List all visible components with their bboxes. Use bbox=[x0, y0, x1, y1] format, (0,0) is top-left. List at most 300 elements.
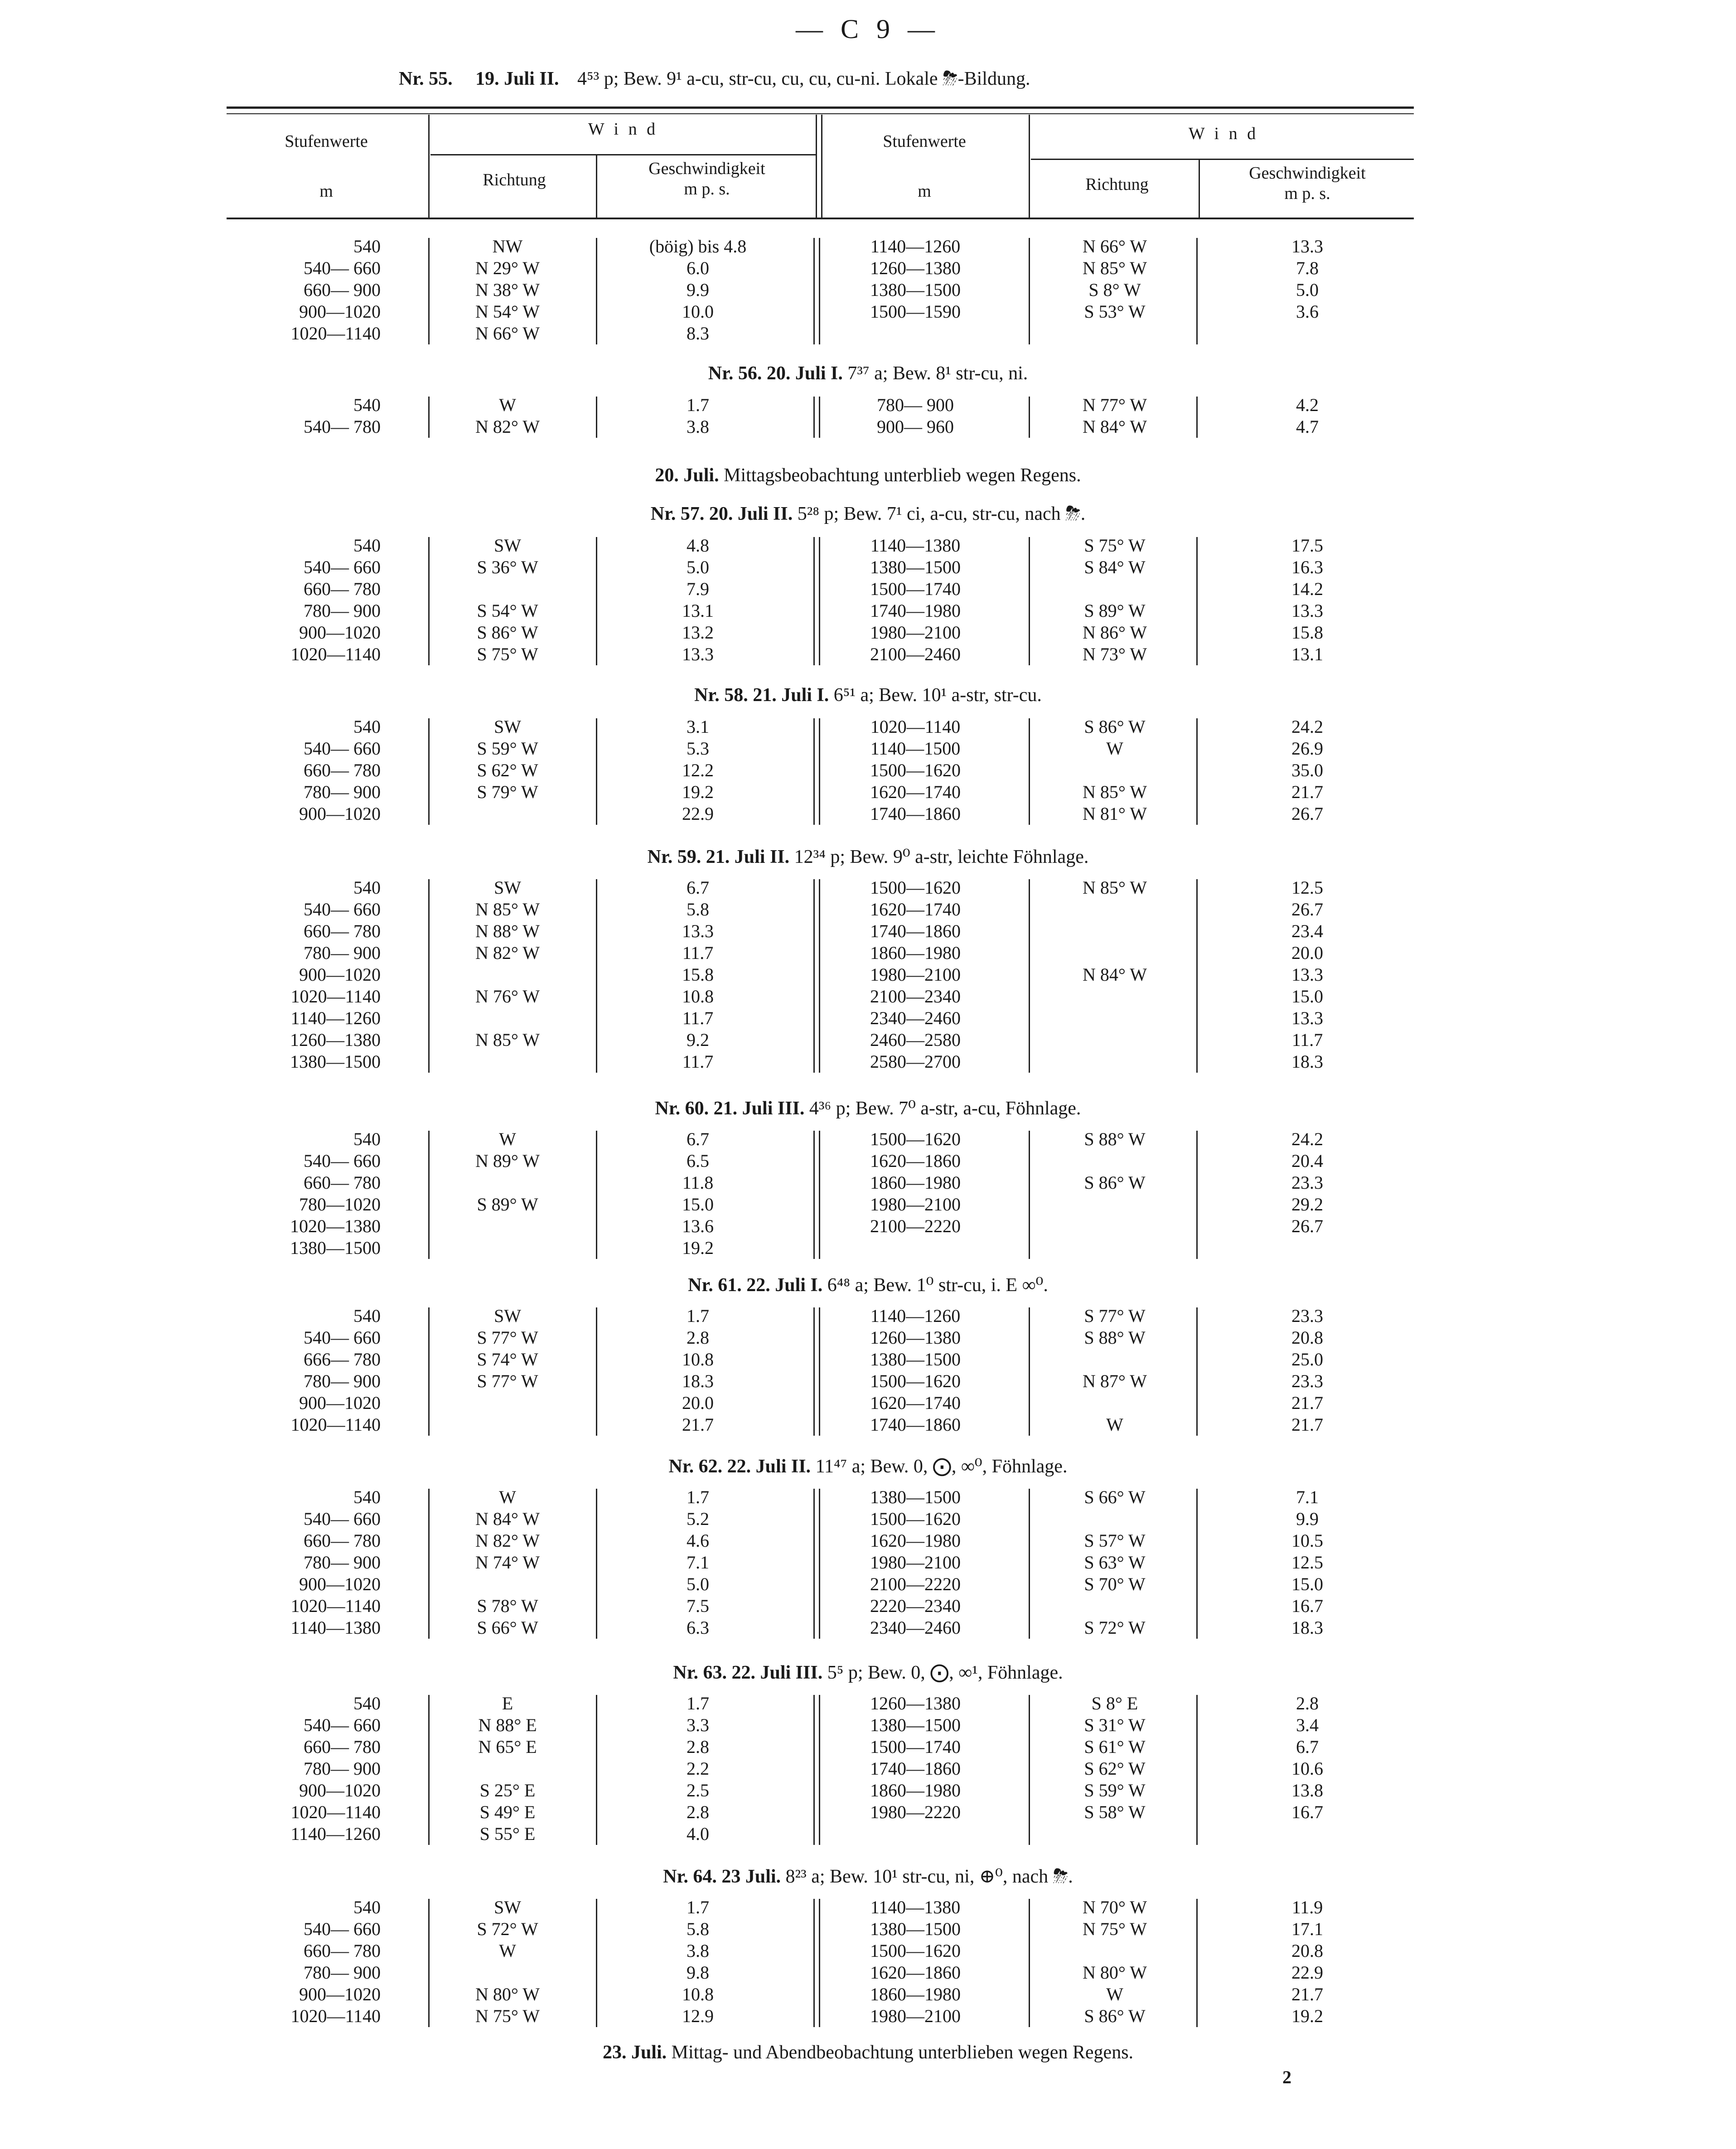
column-rule bbox=[1029, 238, 1030, 344]
column-rule bbox=[428, 1307, 430, 1436]
table-cell: S 31° W bbox=[1084, 1715, 1146, 1735]
column-rule bbox=[1196, 1489, 1198, 1639]
column-rule bbox=[1196, 537, 1198, 665]
table-cell: S 77° W bbox=[477, 1371, 538, 1391]
column-rule bbox=[596, 238, 597, 344]
table-cell: 21.7 bbox=[1291, 1414, 1323, 1435]
table-cell: 16.7 bbox=[1291, 1596, 1323, 1616]
table-cell: 4.6 bbox=[687, 1530, 709, 1551]
table-cell bbox=[1038, 1595, 1192, 1617]
table-cell: 6.5 bbox=[687, 1151, 709, 1171]
table-cell: 1380—1500 bbox=[290, 1051, 381, 1072]
left-richtung-column bbox=[435, 1305, 580, 1436]
table-cell: 1.7 bbox=[687, 1693, 709, 1713]
table-cell: 1620—1740 bbox=[870, 1393, 961, 1413]
table-cell bbox=[1038, 1215, 1192, 1237]
table-cell: 3.4 bbox=[1296, 1715, 1319, 1735]
table-cell: 540— 780 bbox=[304, 416, 381, 437]
table-cell: 1500—1740 bbox=[870, 579, 961, 599]
table-cell: 13.2 bbox=[682, 622, 714, 643]
table-cell: 2580—2700 bbox=[870, 1051, 961, 1072]
table-cell: S 57° W bbox=[1084, 1530, 1146, 1551]
table-cell: 1380—1500 bbox=[870, 1919, 961, 1939]
table-cell: 26.7 bbox=[1291, 899, 1323, 920]
table-cell: 11.7 bbox=[682, 1008, 714, 1028]
table-cell: S 86° W bbox=[1084, 716, 1146, 737]
table-cell: 5.2 bbox=[687, 1509, 709, 1529]
column-rule bbox=[1196, 718, 1198, 825]
header-stufenwerte-left: Stufenwerte bbox=[285, 132, 368, 151]
section-date: 22. Juli I. bbox=[746, 1275, 823, 1296]
left-richtung-column bbox=[435, 236, 580, 344]
column-rule bbox=[428, 1695, 430, 1845]
column-rule bbox=[596, 718, 597, 825]
table-cell: W bbox=[1106, 1414, 1123, 1435]
table-cell: NW bbox=[492, 236, 523, 257]
column-rule bbox=[596, 1489, 597, 1639]
table-cell: 1500—1620 bbox=[870, 760, 961, 780]
table-cell: 900—1020 bbox=[299, 1780, 381, 1801]
table-cell: 900—1020 bbox=[299, 1393, 381, 1413]
table-cell: N 75° W bbox=[1083, 1919, 1147, 1939]
table-cell: 15.0 bbox=[1291, 986, 1323, 1007]
right-stufen-column bbox=[829, 1693, 1001, 1823]
page-number: 2 bbox=[1282, 2067, 1291, 2087]
right-geschw-column bbox=[1201, 1128, 1414, 1237]
table-cell: N 73° W bbox=[1083, 644, 1147, 664]
note-date: 20. Juli. bbox=[655, 465, 719, 486]
table-cell: 1020—1140 bbox=[290, 644, 381, 664]
table-cell: 540— 660 bbox=[304, 1715, 381, 1735]
table-cell bbox=[1038, 1007, 1192, 1029]
section-date: 23 Juli. bbox=[721, 1866, 781, 1887]
table-cell: 21.7 bbox=[682, 1414, 714, 1435]
table-cell: 24.2 bbox=[1291, 1129, 1323, 1149]
table-cell: N 89° W bbox=[475, 1151, 540, 1171]
table-cell bbox=[435, 1215, 580, 1237]
header-divider bbox=[1029, 115, 1030, 218]
left-geschw-column bbox=[603, 1897, 793, 2027]
table-cell: 540— 660 bbox=[304, 1919, 381, 1939]
table-cell: 1140—1500 bbox=[870, 738, 961, 759]
table-cell bbox=[435, 1007, 580, 1029]
table-cell: 1980—2100 bbox=[870, 964, 961, 985]
table-cell: N 87° W bbox=[1083, 1371, 1147, 1391]
table-cell: 18.3 bbox=[1291, 1617, 1323, 1638]
right-geschw-column bbox=[1201, 877, 1414, 1073]
table-cell: 660— 900 bbox=[304, 280, 381, 300]
header-unit-m-right: m bbox=[918, 182, 931, 201]
table-cell: 19.2 bbox=[682, 782, 714, 802]
table-cell bbox=[1038, 1194, 1192, 1215]
table-cell: 2100—2460 bbox=[870, 644, 961, 664]
table-cell: 1500—1620 bbox=[870, 877, 961, 898]
table-cell: N 82° W bbox=[475, 943, 540, 963]
table-cell: W bbox=[1106, 738, 1123, 759]
column-rule bbox=[428, 879, 430, 1073]
table-cell: 19.2 bbox=[1291, 2006, 1323, 2026]
table-cell: 4.0 bbox=[687, 1824, 709, 1844]
table-cell: 9.2 bbox=[687, 1030, 709, 1050]
section-title bbox=[0, 1865, 1736, 1888]
table-cell: 1380—1500 bbox=[870, 1487, 961, 1507]
table-cell: 25.0 bbox=[1291, 1349, 1323, 1370]
table-cell: 2220—2340 bbox=[870, 1596, 961, 1616]
note-23-juli bbox=[0, 2042, 1736, 2063]
table-cell: S 66° W bbox=[1084, 1487, 1146, 1507]
table-cell: 1140—1380 bbox=[290, 1617, 381, 1638]
table-cell: 17.1 bbox=[1291, 1919, 1323, 1939]
table-cell: 21.7 bbox=[1291, 1393, 1323, 1413]
table-cell: 540 bbox=[353, 1129, 381, 1149]
table-cell: 2460—2580 bbox=[870, 1030, 961, 1050]
table-cell: S 89° W bbox=[477, 1194, 538, 1215]
header-richtung-left: Richtung bbox=[483, 170, 546, 189]
section-info: 5⁵ p; Bew. 0, ⨀, ∞¹, Föhnlage. bbox=[827, 1662, 1063, 1683]
table-cell: 10.5 bbox=[1291, 1530, 1323, 1551]
table-cell: 1380—1500 bbox=[870, 1715, 961, 1735]
table-cell: 1860—1980 bbox=[870, 943, 961, 963]
table-cell: 2100—2220 bbox=[870, 1574, 961, 1594]
section-info: 11⁴⁷ a; Bew. 0, ⨀, ∞⁰, Föhnlage. bbox=[815, 1456, 1068, 1477]
table-cell: 10.6 bbox=[1291, 1758, 1323, 1779]
table-cell: N 88° W bbox=[475, 921, 540, 941]
section-info: 8²³ a; Bew. 10¹ str-cu, ni, ⊕⁰, nach ⛈. bbox=[785, 1866, 1073, 1887]
table-cell: 660— 780 bbox=[304, 1530, 381, 1551]
table-cell bbox=[1038, 1150, 1192, 1172]
table-cell: 5.8 bbox=[687, 899, 709, 920]
left-richtung-column bbox=[435, 877, 580, 1073]
column-rule bbox=[813, 238, 820, 344]
table-cell: W bbox=[499, 1487, 516, 1507]
table-cell: 540 bbox=[353, 1306, 381, 1326]
column-rule bbox=[428, 1489, 430, 1639]
table-cell: 6.7 bbox=[687, 877, 709, 898]
table-cell: SW bbox=[494, 535, 521, 556]
table-cell: 540— 660 bbox=[304, 258, 381, 278]
table-cell: 1140—1380 bbox=[870, 1897, 961, 1917]
table-cell: 20.4 bbox=[1291, 1151, 1323, 1171]
column-rule bbox=[1196, 1307, 1198, 1436]
table-cell: 35.0 bbox=[1291, 760, 1323, 780]
table-cell: 2340—2460 bbox=[870, 1617, 961, 1638]
left-geschw-column bbox=[603, 535, 793, 665]
header-mps-left: m p. s. bbox=[684, 179, 730, 198]
section-info: 12³⁴ p; Bew. 9⁰ a-str, leichte Föhnlage. bbox=[794, 847, 1089, 867]
right-richtung-column bbox=[1038, 1305, 1192, 1436]
table-cell: S 61° W bbox=[1084, 1737, 1146, 1757]
header-double-divider bbox=[816, 115, 822, 218]
table-cell bbox=[1038, 1940, 1192, 1962]
table-cell: 1620—1740 bbox=[870, 899, 961, 920]
left-geschw-column bbox=[603, 1693, 793, 1845]
table-cell: 7.9 bbox=[687, 579, 709, 599]
table-cell bbox=[1038, 760, 1192, 781]
table-cell: N 76° W bbox=[475, 986, 540, 1007]
right-richtung-column bbox=[1038, 236, 1192, 323]
section-number: Nr. 61. bbox=[688, 1275, 742, 1296]
table-cell: 6.7 bbox=[1296, 1737, 1319, 1757]
right-geschw-column bbox=[1201, 1897, 1414, 2027]
right-richtung-column bbox=[1038, 1897, 1192, 2027]
left-geschw-column bbox=[603, 236, 793, 344]
column-rule bbox=[813, 718, 820, 825]
table-cell: 11.9 bbox=[1291, 1897, 1323, 1917]
table-cell: 780— 900 bbox=[304, 1758, 381, 1779]
table-cell: 1620—1980 bbox=[870, 1530, 961, 1551]
column-rule bbox=[428, 1899, 430, 2027]
table-cell: S 49° E bbox=[479, 1802, 536, 1822]
table-cell: 23.3 bbox=[1291, 1172, 1323, 1193]
table-cell: S 62° W bbox=[1084, 1758, 1146, 1779]
table-cell: S 75° W bbox=[477, 644, 538, 664]
table-cell: N 66° W bbox=[1083, 236, 1147, 257]
table-cell: 540— 660 bbox=[304, 738, 381, 759]
table-cell: 900—1020 bbox=[299, 1574, 381, 1594]
table-cell bbox=[435, 1392, 580, 1414]
table-cell bbox=[435, 1962, 580, 1984]
column-rule bbox=[1029, 1131, 1030, 1259]
table-cell: S 72° W bbox=[477, 1919, 538, 1939]
left-richtung-column bbox=[435, 1693, 580, 1845]
table-cell: S 54° W bbox=[477, 600, 538, 621]
section-date: 22. Juli II. bbox=[727, 1456, 811, 1477]
table-cell: 780— 900 bbox=[304, 1552, 381, 1573]
left-geschw-column bbox=[603, 1128, 793, 1259]
table-cell: 21.7 bbox=[1291, 1984, 1323, 2004]
table-cell: S 72° W bbox=[1084, 1617, 1146, 1638]
table-cell: 780— 900 bbox=[877, 395, 954, 415]
table-cell: 13.3 bbox=[1291, 600, 1323, 621]
column-rule bbox=[428, 718, 430, 825]
table-cell: 540 bbox=[353, 716, 381, 737]
section-date: 20. Juli II. bbox=[709, 503, 793, 524]
table-cell: 780— 900 bbox=[304, 600, 381, 621]
table-cell: 780— 900 bbox=[304, 1371, 381, 1391]
table-cell: 2.5 bbox=[687, 1780, 709, 1801]
table-cell: N 80° W bbox=[475, 1984, 540, 2004]
column-rule bbox=[1029, 1899, 1030, 2027]
section-date: 21. Juli II. bbox=[706, 847, 790, 867]
table-cell: 1380—1500 bbox=[870, 1349, 961, 1370]
right-geschw-column bbox=[1201, 716, 1414, 825]
table-cell: S 89° W bbox=[1084, 600, 1146, 621]
table-cell bbox=[435, 578, 580, 600]
table-cell: N 85° W bbox=[475, 1030, 540, 1050]
table-cell: 3.6 bbox=[1296, 301, 1319, 322]
table-cell: 2100—2220 bbox=[870, 1216, 961, 1236]
table-cell: 1860—1980 bbox=[870, 1984, 961, 2004]
table-cell: 23.3 bbox=[1291, 1306, 1323, 1326]
section-number: Nr. 59. bbox=[647, 847, 701, 867]
table-cell: 13.3 bbox=[682, 644, 714, 664]
table-cell: N 54° W bbox=[475, 301, 540, 322]
table-cell: 660— 780 bbox=[304, 1172, 381, 1193]
table-cell: 13.3 bbox=[682, 921, 714, 941]
right-geschw-column bbox=[1201, 1305, 1414, 1436]
table-cell: 14.2 bbox=[1291, 579, 1323, 599]
table-cell: W bbox=[499, 1941, 516, 1961]
table-cell: 1.7 bbox=[687, 1897, 709, 1917]
table-cell: 1020—1380 bbox=[290, 1216, 381, 1236]
column-rule bbox=[813, 879, 820, 1073]
table-cell: 4.7 bbox=[1296, 416, 1319, 437]
table-cell: 11.7 bbox=[682, 943, 714, 963]
table-cell: 3.1 bbox=[687, 716, 709, 737]
note-text: Mittagsbeobachtung unterblieb wegen Regens. bbox=[724, 465, 1081, 486]
column-rule bbox=[813, 1695, 820, 1845]
table-cell: 1020—1140 bbox=[290, 986, 381, 1007]
table-cell: 1020—1140 bbox=[870, 716, 961, 737]
header-unit-m-left: m bbox=[319, 182, 333, 201]
table-cell: 540— 660 bbox=[304, 1327, 381, 1348]
table-cell: S 59° W bbox=[1084, 1780, 1146, 1801]
left-stufen-column bbox=[254, 1693, 381, 1845]
section-info: 7³⁷ a; Bew. 8¹ str-cu, ni. bbox=[847, 363, 1028, 384]
table-cell bbox=[1038, 1349, 1192, 1370]
right-geschw-column bbox=[1201, 394, 1414, 438]
table-cell: W bbox=[1106, 1984, 1123, 2004]
table-cell: 1260—1380 bbox=[870, 1693, 961, 1713]
table-cell: S 66° W bbox=[477, 1617, 538, 1638]
left-stufen-column bbox=[254, 1305, 381, 1436]
table-cell: 18.3 bbox=[1291, 1051, 1323, 1072]
column-rule bbox=[1029, 537, 1030, 665]
right-richtung-column bbox=[1038, 1486, 1192, 1639]
column-rule bbox=[596, 1131, 597, 1259]
table-cell: 1140—1260 bbox=[870, 1306, 961, 1326]
column-rule bbox=[1196, 1695, 1198, 1845]
table-cell: 15.8 bbox=[1291, 622, 1323, 643]
table-cell: S 53° W bbox=[1084, 301, 1146, 322]
table-cell: 1980—2100 bbox=[870, 622, 961, 643]
table-cell: 1620—1860 bbox=[870, 1962, 961, 1983]
table-cell: 7.8 bbox=[1296, 258, 1319, 278]
table-cell: 15.0 bbox=[682, 1194, 714, 1215]
table-cell: 13.8 bbox=[1291, 1780, 1323, 1801]
table-cell bbox=[1038, 986, 1192, 1007]
table-cell: 2.8 bbox=[687, 1802, 709, 1822]
table-cell: N 84° W bbox=[1083, 416, 1147, 437]
column-rule bbox=[1196, 238, 1198, 344]
table-cell bbox=[1038, 942, 1192, 964]
table-cell: 10.8 bbox=[682, 986, 714, 1007]
left-richtung-column bbox=[435, 1897, 580, 2027]
table-cell: 5.8 bbox=[687, 1919, 709, 1939]
note-text: Mittag- und Abendbeobachtung unterblieben wegen Regens. bbox=[671, 2042, 1134, 2063]
table-cell: 1020—1140 bbox=[290, 1414, 381, 1435]
table-cell: 1980—2100 bbox=[870, 1552, 961, 1573]
table-cell: 1140—1260 bbox=[870, 236, 961, 257]
table-cell: 23.4 bbox=[1291, 921, 1323, 941]
column-rule bbox=[1196, 1131, 1198, 1259]
table-cell: 1140—1380 bbox=[870, 535, 961, 556]
section-title bbox=[0, 503, 1736, 525]
table-cell: S 75° W bbox=[1084, 535, 1146, 556]
table-cell: 5.3 bbox=[687, 738, 709, 759]
table-cell: 12.9 bbox=[682, 2006, 714, 2026]
table-cell bbox=[435, 1414, 580, 1436]
table-cell: N 66° W bbox=[475, 323, 540, 344]
table-cell: 4.8 bbox=[687, 535, 709, 556]
table-cell bbox=[1038, 578, 1192, 600]
column-rule bbox=[428, 397, 430, 438]
table-cell: N 85° W bbox=[475, 899, 540, 920]
table-cell: 5.0 bbox=[687, 1574, 709, 1594]
table-cell: 900—1020 bbox=[299, 622, 381, 643]
left-geschw-column bbox=[603, 716, 793, 825]
table-cell: 3.8 bbox=[687, 416, 709, 437]
table-cell: 1140—1260 bbox=[290, 1008, 381, 1028]
header-geschw-left: Geschwindigkeit bbox=[648, 159, 765, 178]
table-cell: S 58° W bbox=[1084, 1802, 1146, 1822]
table-cell: 23.3 bbox=[1291, 1371, 1323, 1391]
column-rule bbox=[596, 1695, 597, 1845]
table-cell: S 36° W bbox=[477, 557, 538, 577]
table-cell: 540 bbox=[353, 535, 381, 556]
section-title bbox=[0, 1097, 1736, 1119]
table-cell: 16.7 bbox=[1291, 1802, 1323, 1822]
table-cell: 540 bbox=[353, 1897, 381, 1917]
header-wind-right: W i n d bbox=[1188, 124, 1259, 143]
table-cell: S 88° W bbox=[1084, 1129, 1146, 1149]
table-cell bbox=[435, 1573, 580, 1595]
column-rule bbox=[1029, 718, 1030, 825]
column-rule bbox=[1029, 1695, 1030, 1845]
header-divider bbox=[1199, 159, 1200, 218]
section-info: 4⁵³ p; Bew. 9¹ a-cu, str-cu, cu, cu, cu-ni. Lokale ⛈-Bildung. bbox=[577, 68, 1030, 89]
column-rule bbox=[428, 238, 430, 344]
table-cell: S 78° W bbox=[477, 1596, 538, 1616]
column-rule bbox=[1029, 1307, 1030, 1436]
table-cell: 1620—1740 bbox=[870, 782, 961, 802]
table-cell: 6.0 bbox=[687, 258, 709, 278]
table-cell: 780— 900 bbox=[304, 1962, 381, 1983]
left-richtung-column bbox=[435, 394, 580, 438]
left-geschw-column bbox=[603, 877, 793, 1073]
table-cell: 1500—1620 bbox=[870, 1941, 961, 1961]
table-cell: 7.1 bbox=[687, 1552, 709, 1573]
section-number: Nr. 55. bbox=[399, 68, 453, 89]
table-cell bbox=[1038, 1029, 1192, 1051]
table-cell: 12.5 bbox=[1291, 877, 1323, 898]
column-rule bbox=[1196, 397, 1198, 438]
table-cell: 9.9 bbox=[1296, 1509, 1319, 1529]
table-cell: S 63° W bbox=[1084, 1552, 1146, 1573]
table-cell: 12.2 bbox=[682, 760, 714, 780]
table-cell: 780— 900 bbox=[304, 943, 381, 963]
table-cell bbox=[1038, 1392, 1192, 1414]
column-rule bbox=[1029, 397, 1030, 438]
table-cell: 13.1 bbox=[1291, 644, 1323, 664]
table-cell: 11.7 bbox=[1291, 1030, 1323, 1050]
table-cell: 1980—2100 bbox=[870, 1194, 961, 1215]
left-geschw-column bbox=[603, 394, 793, 438]
table-cell bbox=[435, 964, 580, 986]
section-number: Nr. 57. bbox=[650, 503, 705, 524]
table-cell: S 86° W bbox=[1084, 1172, 1146, 1193]
table-cell: 1980—2100 bbox=[870, 2006, 961, 2026]
left-richtung-column bbox=[435, 716, 580, 825]
table-cell: 900—1020 bbox=[299, 964, 381, 985]
table-cell: N 29° W bbox=[475, 258, 540, 278]
table-cell: 660— 780 bbox=[304, 921, 381, 941]
right-stufen-column bbox=[829, 1128, 1001, 1237]
column-rule bbox=[813, 537, 820, 665]
table-cell: N 81° W bbox=[1083, 803, 1147, 824]
table-cell: 900—1020 bbox=[299, 803, 381, 824]
table-cell: 13.3 bbox=[1291, 964, 1323, 985]
